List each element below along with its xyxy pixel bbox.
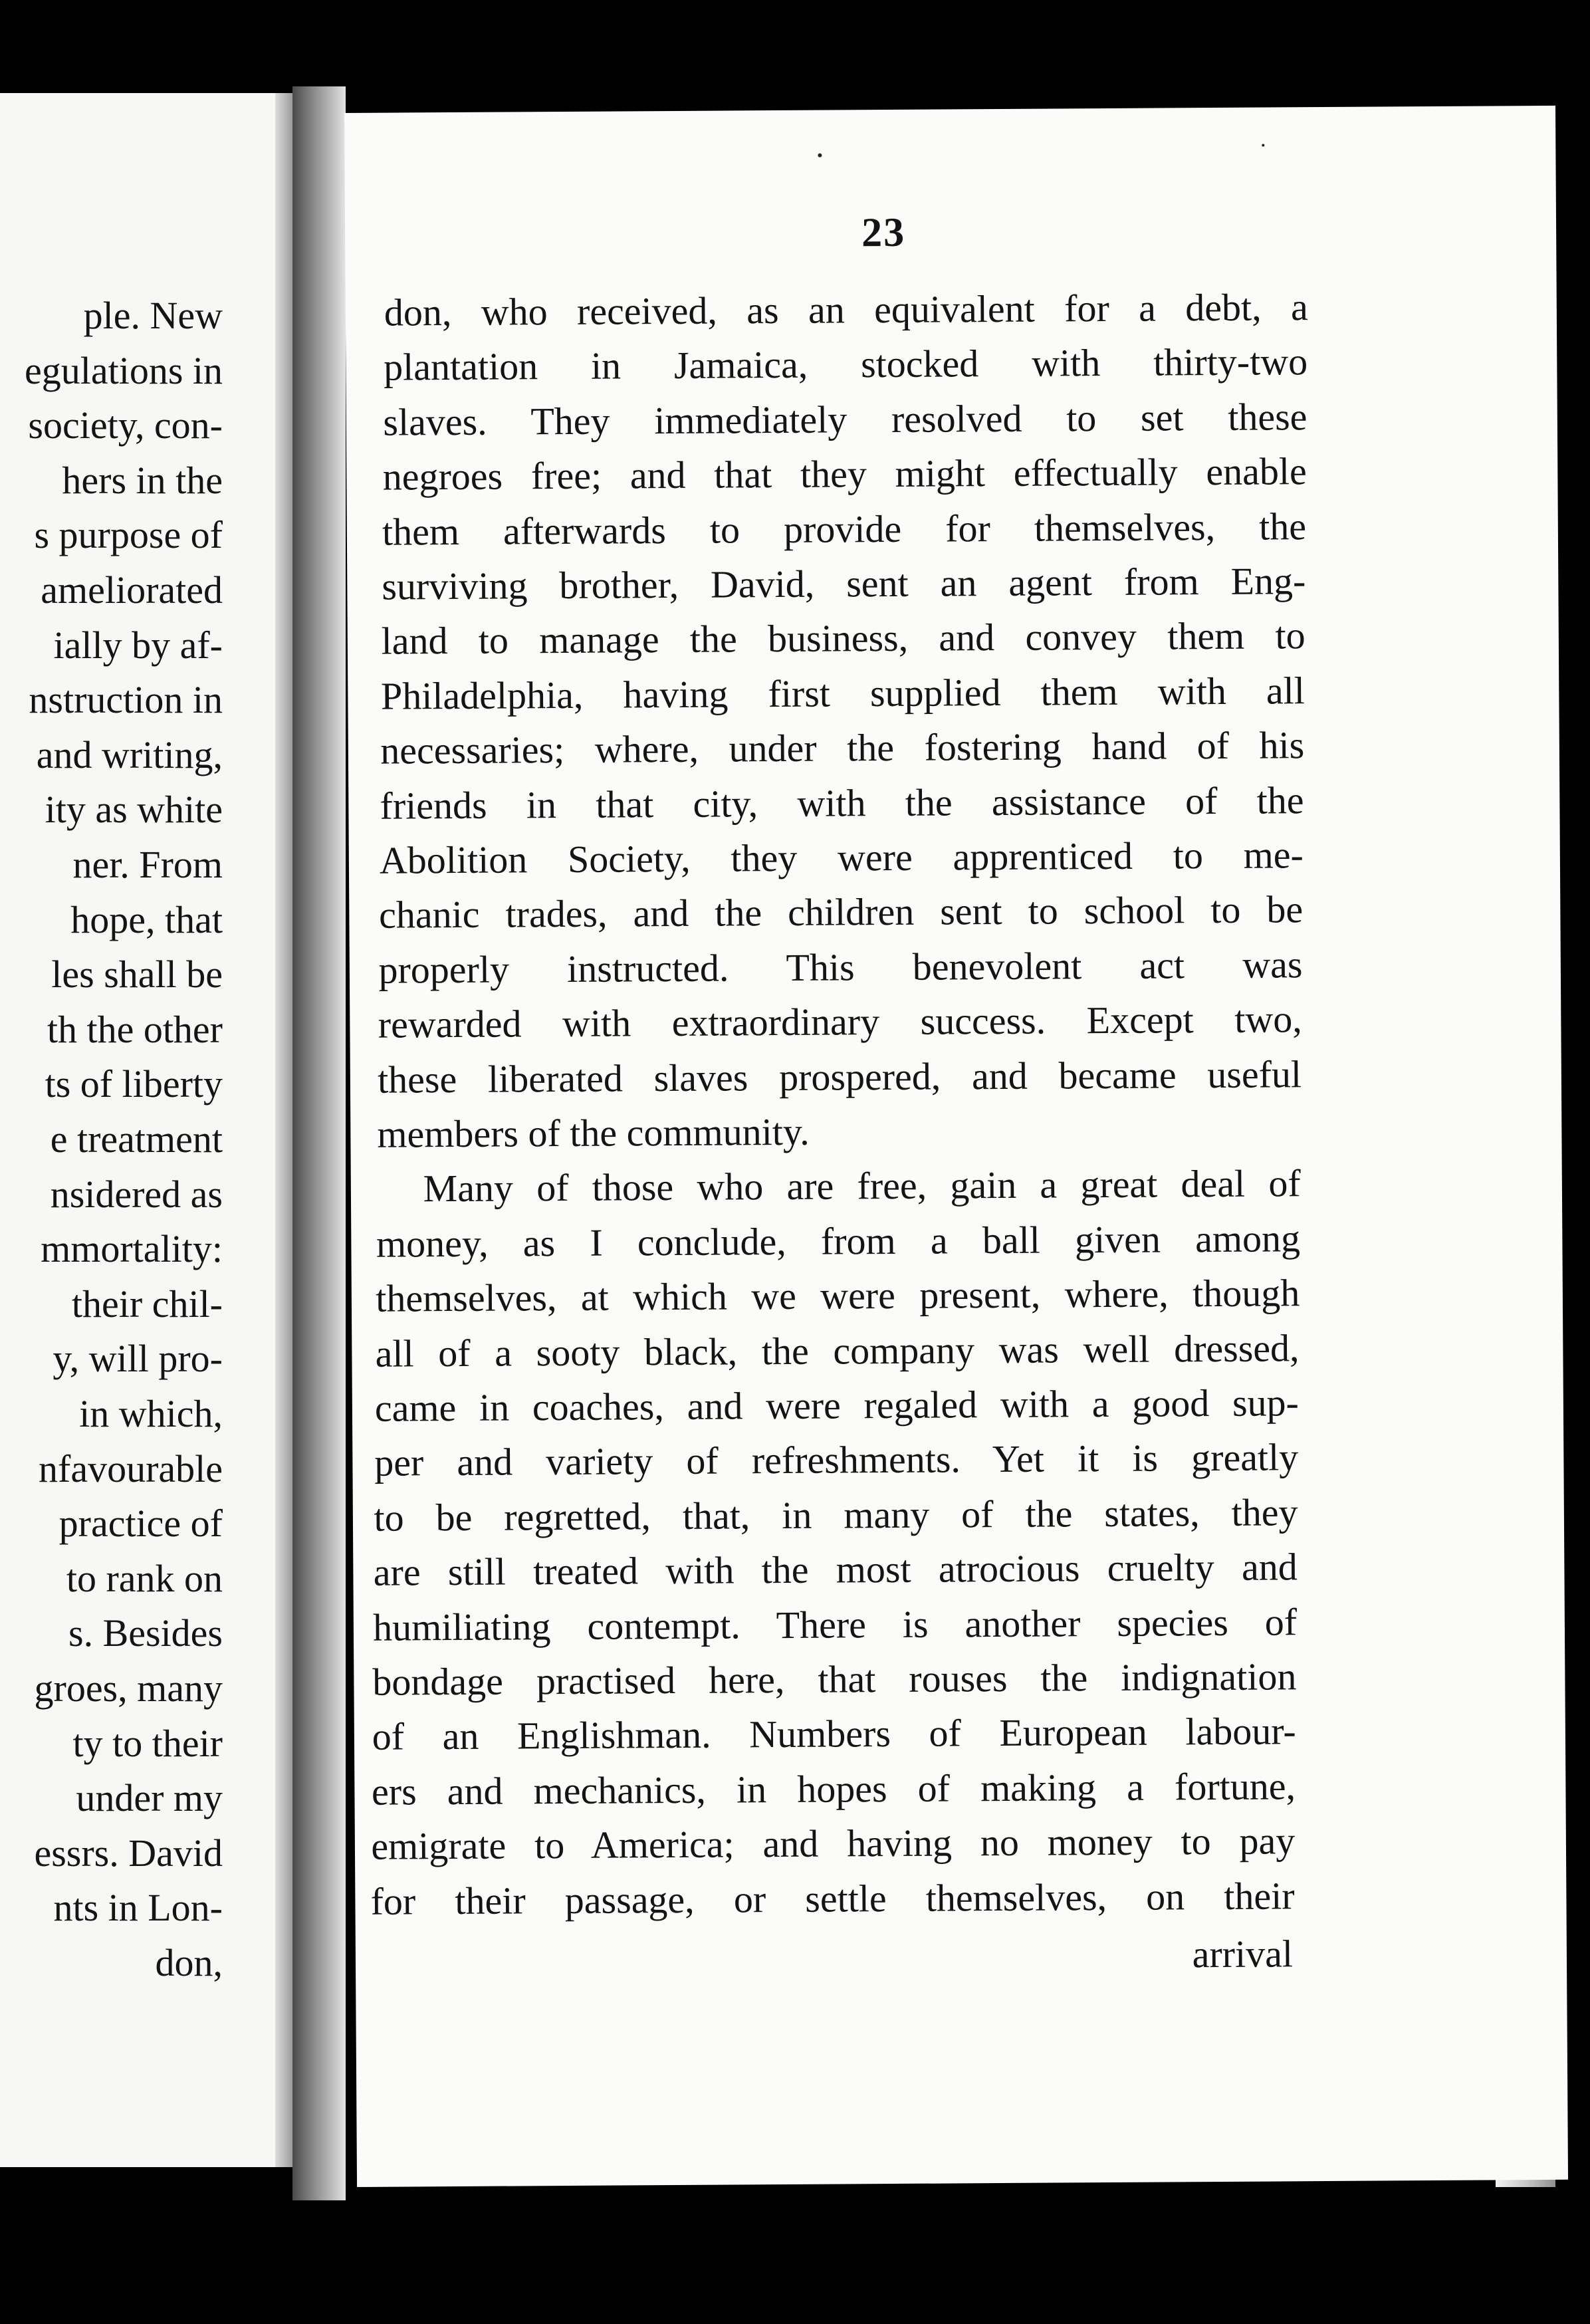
right-page-line: Abolition Society, they were apprenticed to me- xyxy=(379,833,1304,882)
right-page-line: necessaries; where, under the fostering hand of his xyxy=(380,723,1305,772)
page-number: 23 xyxy=(861,209,906,256)
right-page-line: all of a sooty black, the company was well dressed, xyxy=(375,1326,1300,1375)
left-page-line: practice of xyxy=(58,1502,223,1546)
right-page-line: are still treated with the most atrocious cruelty and xyxy=(373,1545,1298,1594)
right-page-line: came in coaches, and were regaled with a good sup- xyxy=(374,1381,1300,1430)
right-page-line: to be regretted, that, in many of the states, they xyxy=(374,1490,1298,1540)
left-page-line: nsidered as xyxy=(50,1172,223,1216)
right-page-line: per and variety of refreshments. Yet it is greatly xyxy=(374,1435,1299,1485)
right-page-line: surviving brother, David, sent an agent from Eng- xyxy=(382,559,1306,608)
left-page-line: ner. From xyxy=(72,843,223,886)
right-page xyxy=(344,106,1568,2187)
right-page-line: bondage practised here, that rouses the indignation xyxy=(372,1655,1297,1704)
right-page-line: negroes free; and that they might effectually enable xyxy=(382,449,1307,499)
right-page-line: Many of those who are free, gain a great deal of xyxy=(423,1161,1301,1211)
left-page-line: ple. New xyxy=(83,294,223,337)
left-page-line: hope, that xyxy=(70,897,223,941)
right-page-line: of an Englishman. Numbers of European labour- xyxy=(372,1709,1296,1759)
left-page-line: hers in the xyxy=(62,458,223,502)
left-page-line: ameliorated xyxy=(41,568,223,612)
right-page-line: properly instructed. This benevolent act was xyxy=(378,943,1303,992)
left-page-line: ity as white xyxy=(45,788,223,832)
left-page-line: egulations in xyxy=(24,348,223,392)
left-page-line: ts of liberty xyxy=(45,1062,223,1106)
left-page-line: nts in Lon- xyxy=(53,1886,223,1930)
right-page-line: slaves. They immediately resolved to set these xyxy=(383,394,1307,444)
left-page-line: don, xyxy=(155,1941,223,1984)
left-page-line: mmortality: xyxy=(41,1227,223,1271)
right-page-line: emigrate to America; and having no money to pay xyxy=(371,1819,1296,1868)
ink-speck xyxy=(818,154,822,158)
left-page-line: th the other xyxy=(47,1007,223,1051)
right-page-line: members of the community. xyxy=(377,1109,810,1156)
right-page-line: ers and mechanics, in hopes of making a fortune, xyxy=(371,1764,1296,1813)
left-page-line: their chil- xyxy=(71,1282,223,1326)
left-page-line: nstruction in xyxy=(29,678,223,722)
left-page-line: les shall be xyxy=(51,953,223,996)
left-page-line: groes, many xyxy=(34,1667,223,1710)
left-page-line: s. Besides xyxy=(68,1611,223,1655)
right-page-line: Philadelphia, having first supplied them with all xyxy=(380,668,1306,718)
right-page-line: these liberated slaves prospered, and became useful xyxy=(377,1052,1302,1102)
left-page-gutter xyxy=(275,93,292,2167)
left-page-line: to rank on xyxy=(66,1556,223,1600)
left-page-line: under my xyxy=(76,1776,223,1820)
left-page-line: nfavourable xyxy=(39,1447,223,1490)
right-page-line: friends in that city, with the assistance of the xyxy=(380,778,1304,828)
right-page-line: money, as I conclude, from a ball given among xyxy=(376,1217,1301,1266)
right-page-line: land to manage the business, and convey them to xyxy=(381,614,1306,663)
left-page-line: in which, xyxy=(79,1392,223,1435)
book-spine xyxy=(292,86,346,2200)
left-page-line: y, will pro- xyxy=(53,1337,223,1381)
right-page-line: chanic trades, and the children sent to school to be xyxy=(378,887,1304,937)
right-page-line: humiliating contempt. There is another species of xyxy=(372,1599,1298,1649)
left-page-line: s purpose of xyxy=(34,513,223,557)
catchword: arrival xyxy=(1192,1932,1294,1976)
left-page-line: and writing, xyxy=(36,733,223,776)
right-page-line: for their passage, or settle themselves, on their xyxy=(370,1873,1295,1923)
left-page xyxy=(0,93,292,2167)
left-page-line: essrs. David xyxy=(34,1831,223,1875)
left-page-line: ially by af- xyxy=(53,623,223,667)
right-page-line: them afterwards to provide for themselves, the xyxy=(382,504,1307,554)
right-page-line: plantation in Jamaica, stocked with thirty-two xyxy=(383,340,1308,390)
left-page-line: e treatment xyxy=(50,1117,223,1161)
right-page-line: rewarded with extraordinary success. Except two, xyxy=(378,997,1302,1046)
right-page-line: don, who received, as an equivalent for a debt, a xyxy=(384,285,1309,334)
ink-speck xyxy=(1262,144,1264,147)
left-page-line: ty to their xyxy=(72,1721,223,1765)
right-page-line: themselves, at which we were present, where, though xyxy=(376,1271,1300,1320)
left-page-line: society, con- xyxy=(28,404,223,447)
